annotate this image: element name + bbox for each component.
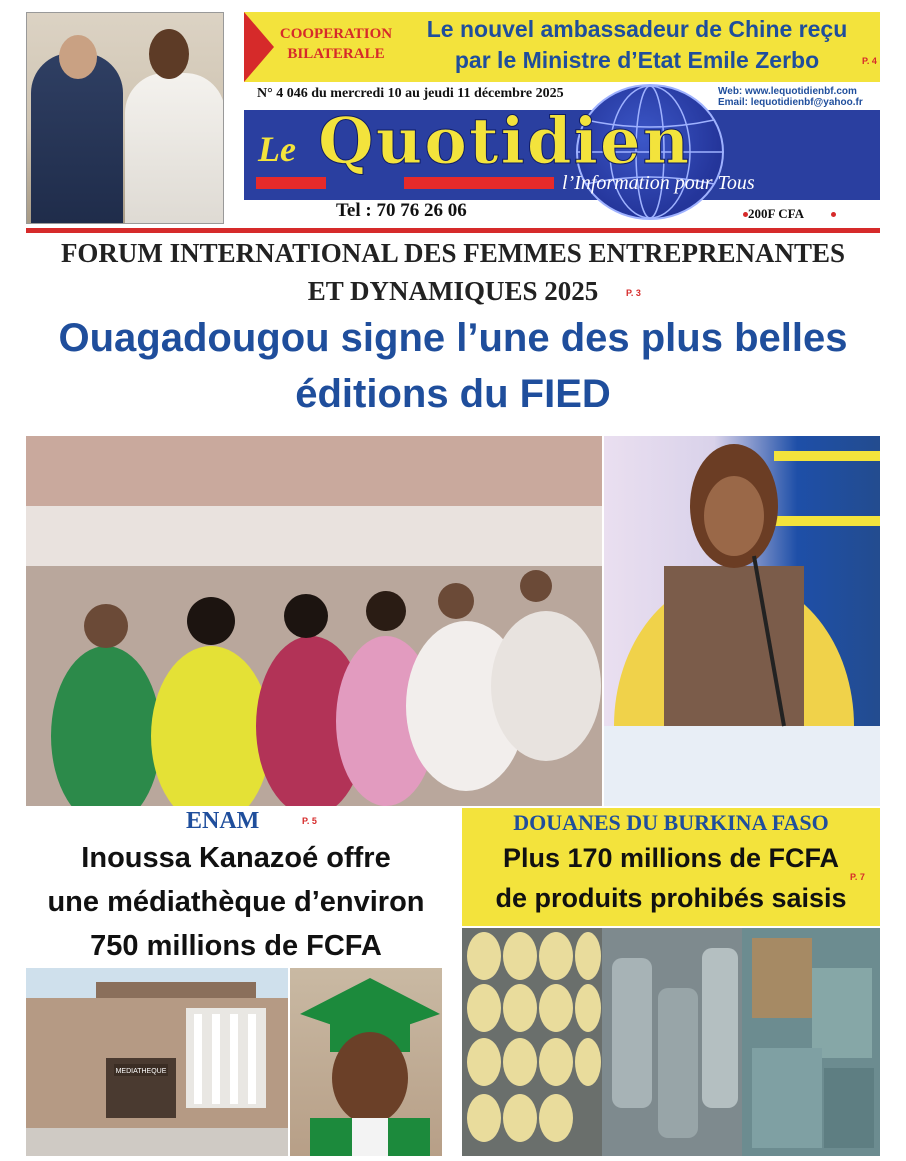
masthead-red-bar [256, 177, 326, 189]
tagline: l’Information pour Tous [562, 172, 755, 194]
enam-page-ref: P. 5 [302, 816, 317, 826]
ambassador-head [59, 35, 97, 79]
douanes-headline-line2: de produits prohibés saisis [495, 883, 847, 913]
cooperation-kicker-line2: BILATERALE [287, 46, 385, 62]
mediatheque-building-photo[interactable] [26, 968, 288, 1156]
cooperation-headline[interactable] [400, 14, 874, 76]
douanes-kicker: DOUANES DU BURKINA FASO [513, 810, 829, 835]
price-dot-icon [831, 212, 836, 217]
forum-crowd-photo[interactable] [26, 436, 602, 806]
enam-headline-line1: Inoussa Kanazoé offre [81, 842, 391, 874]
lead-headline-line2: éditions du FIED [295, 372, 611, 416]
red-arrow-icon [244, 12, 274, 82]
lead-headline-line1: Ouagadougou signe l’une des plus belles [58, 316, 848, 360]
enam-headline-line2: une médiathèque d’environ [47, 886, 425, 918]
cooperation-kicker-line1: COOPERATION [279, 26, 393, 42]
enam-kicker: ENAM [186, 808, 260, 834]
speaker-illustration [604, 436, 880, 806]
cooperation-headline-line1: Le nouvel ambassadeur de Chine reçu [426, 16, 848, 42]
price: 200F CFA [748, 206, 804, 221]
seized-goods-illustration [462, 928, 880, 1156]
logo-le: Le [258, 129, 296, 169]
email-link[interactable]: Email: lequotidienbf@yahoo.fr [718, 97, 863, 108]
minister-figure [125, 73, 224, 224]
building-illustration [26, 968, 288, 1156]
cooperation-kicker [278, 24, 394, 64]
forum-kicker-line1: FORUM INTERNATIONAL DES FEMMES ENTREPRENANTES [60, 238, 846, 268]
seized-goods-photo[interactable] [462, 928, 880, 1156]
red-divider [26, 228, 880, 233]
forum-page-ref: P. 3 [626, 288, 641, 298]
graduate-portrait-photo[interactable] [290, 968, 442, 1156]
portrait-illustration [290, 968, 442, 1156]
telephone: Tel : 70 76 26 06 [336, 200, 467, 221]
speaker-photo[interactable] [604, 436, 880, 806]
mediatheque-sign: MEDIATHEQUE [115, 1068, 167, 1075]
ambassador-handshake-photo [26, 12, 224, 224]
douanes-page-ref: P. 7 [850, 872, 865, 882]
enam-headline-line3: 750 millions de FCFA [90, 930, 382, 962]
issue-line: N° 4 046 du mercredi 10 au jeudi 11 décembre 2025 [257, 86, 564, 101]
douanes-headline-line1: Plus 170 millions de FCFA [502, 843, 840, 873]
enam-headline[interactable] [26, 836, 446, 968]
crowd-illustration [26, 436, 602, 806]
cooperation-headline-line2: par le Ministre d’Etat Emile Zerbo [454, 47, 820, 73]
forum-kicker-line2: ET DYNAMIQUES 2025 [307, 276, 599, 306]
cooperation-page-ref: P. 4 [862, 56, 877, 66]
website-link[interactable]: Web: www.lequotidienbf.com [718, 86, 857, 97]
minister-head [149, 29, 189, 79]
lead-headline[interactable] [26, 310, 880, 422]
logo-quotidien: Quotidien [318, 104, 692, 179]
douanes-headline[interactable] [462, 838, 880, 918]
